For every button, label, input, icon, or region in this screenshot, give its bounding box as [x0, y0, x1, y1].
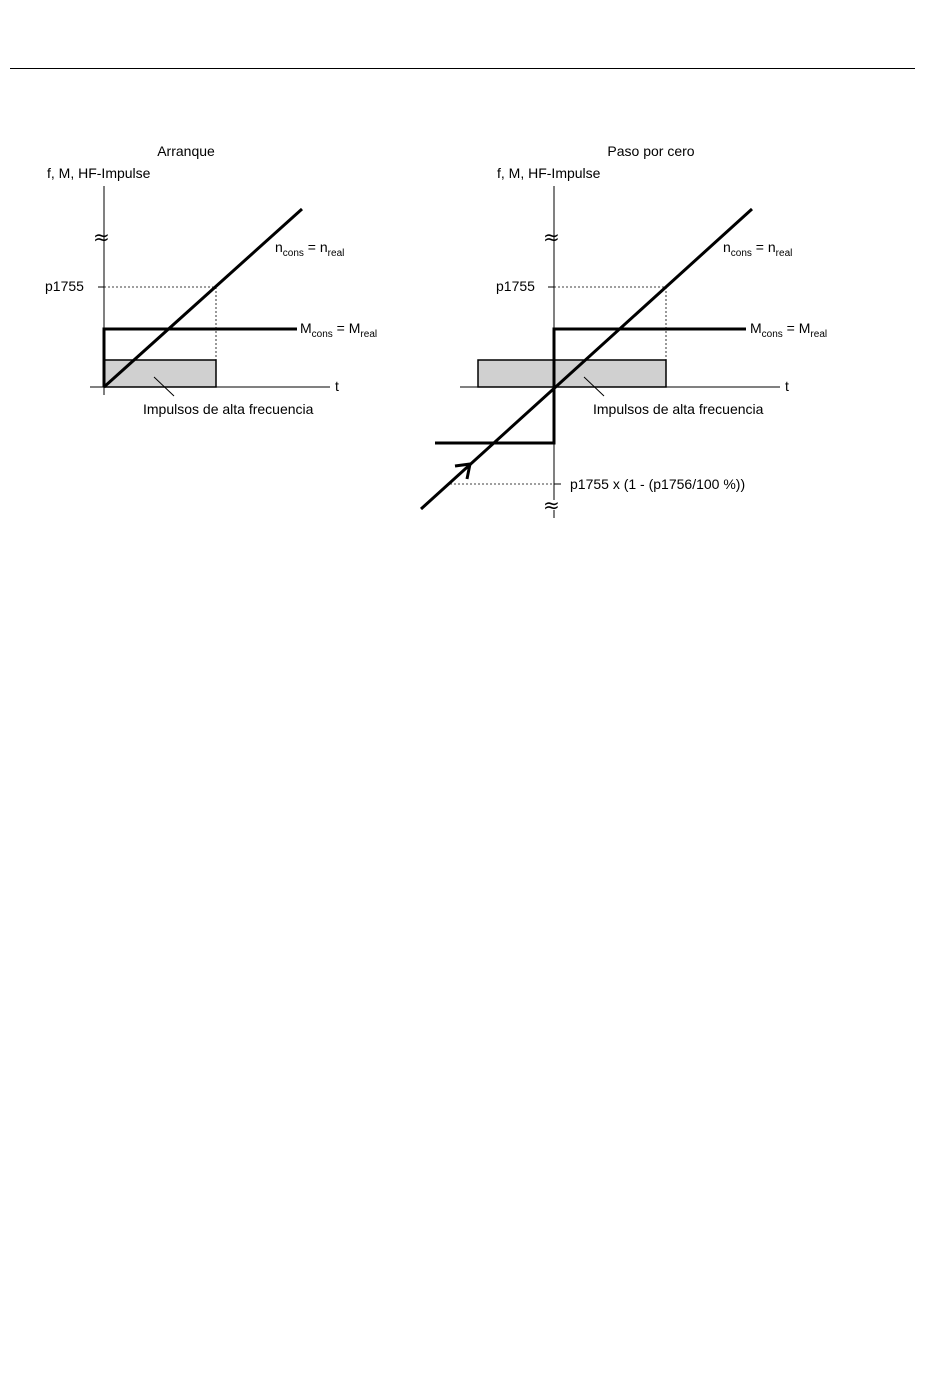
left-panel: [45, 143, 377, 417]
left-p1755-label: p1755: [45, 278, 84, 294]
left-t-label: t: [335, 378, 339, 394]
right-axis-break-symbol-top: ≈: [543, 225, 560, 249]
right-n-label: $n_{cons} = n_{real}$: [723, 239, 793, 259]
left-n-label: $n_{cons} = n_{real}$: [275, 239, 345, 259]
right-panel-title: Paso por cero: [607, 143, 695, 159]
right-p1755-label: p1755: [496, 278, 535, 294]
right-panel: [421, 143, 827, 518]
right-hf-label: Impulsos de alta frecuencia: [593, 401, 764, 417]
right-axis-break-symbol-bottom: ≈: [543, 493, 560, 517]
left-y-axis-label: f, M, HF-Impulse: [47, 165, 151, 181]
right-y-axis-label: f, M, HF-Impulse: [497, 165, 601, 181]
left-panel-title: Arranque: [157, 143, 215, 159]
right-lower-threshold-label: p1755 x (1 - (p1756/100 %)): [570, 476, 746, 492]
hf-impulse-diagram: [0, 0, 950, 560]
left-axis-break-symbol: ≈: [93, 225, 110, 249]
right-m-label: $M_{cons} = M_{real}$: [750, 320, 828, 340]
left-m-label: $M_{cons} = M_{real}$: [300, 320, 378, 340]
right-t-label: t: [785, 378, 789, 394]
left-hf-label: Impulsos de alta frecuencia: [143, 401, 314, 417]
